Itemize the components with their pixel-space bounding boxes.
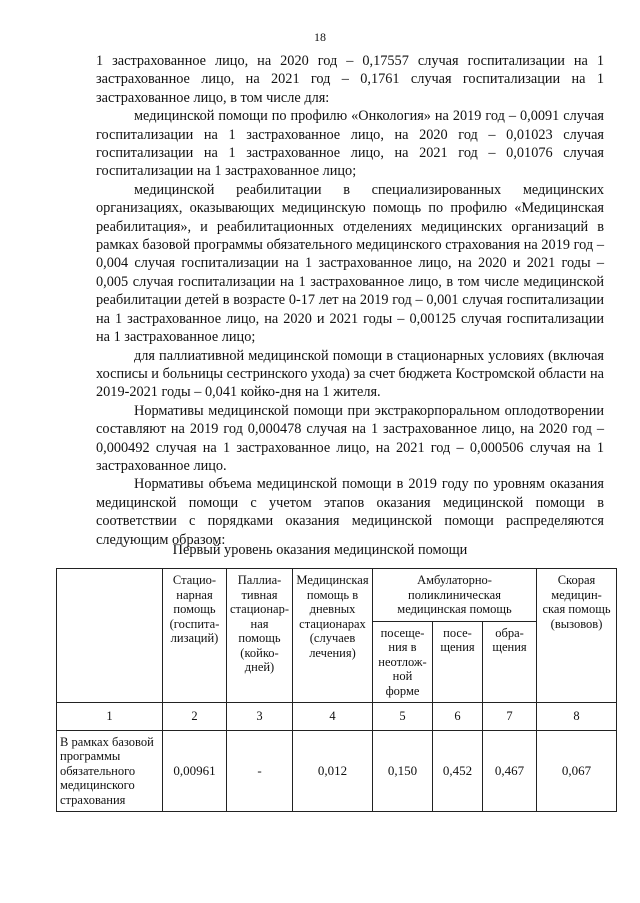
header-palliative: Паллиа-тивная стационар-ная помощь (койко-дней) (227, 569, 293, 703)
table-title: Первый уровень оказания медицинской помощи (172, 542, 468, 558)
paragraph-eco: Нормативы медицинской помощи при экстракорпоральном оплодотворении составляют на 2019 год 0,000478 случая на 1 застрахованное лицо, на 2020 год – 0,000492 случая на 1 застрахованное лицо, на 2021 год – 0,000506 случая на 1 застрахованное лицо. (96, 402, 604, 474)
header-ambulatory: Амбулаторно-поликлиническая медицинская помощь (373, 569, 537, 622)
table-row (57, 730, 617, 812)
value-ambulance: 0,067 (537, 730, 617, 812)
header-inpatient: Стацио-нарная помощь (госпита-лизаций) (163, 569, 227, 703)
value-inpatient: 0,00961 (163, 730, 227, 812)
column-number: 8 (537, 703, 617, 731)
header-day-hospital: Медицинская помощь в дневных стационарах (случаев лечения) (293, 569, 373, 703)
column-number: 2 (163, 703, 227, 731)
paragraph-1: 1 застрахованное лицо, на 2020 год – 0,17557 случая госпитализации на 1 застрахованное лицо, на 2021 год – 0,1761 случая госпитализации на 1 застрахованное лицо, в том числе для: (96, 53, 604, 106)
paragraph-levels: Нормативы объема медицинской помощи в 2019 году по уровням оказания медицинской помощи с учетом этапов оказания медицинской помощи в соответствии с порядками оказания медицинской помощи распределяются следующим образом: (96, 476, 604, 548)
paragraph-palliative: для паллиативной медицинской помощи в стационарных условиях (включая хосписы и больницы сестринского ухода) за счет бюджета Костромской области на 2019-2021 годы – 0,041 койко-дня на 1 жителя. (96, 347, 604, 401)
column-number: 4 (293, 703, 373, 731)
value-appeals: 0,467 (483, 730, 537, 812)
row-label: В рамках базовой программы обязательного медицинского страхования (57, 730, 163, 812)
levels-table (56, 568, 617, 812)
header-appeals: обра-щения (483, 621, 537, 703)
header-urgent-visits: посеще-ния в неотлож-ной форме (373, 621, 433, 703)
value-day-hospital: 0,012 (293, 730, 373, 812)
column-number-row (57, 703, 617, 731)
value-palliative: - (227, 730, 293, 812)
column-number: 7 (483, 703, 537, 731)
body-text (96, 52, 604, 549)
table-header-row (57, 569, 617, 622)
header-visits: посе-щения (433, 621, 483, 703)
header-ambulance: Скорая медицин-ская помощь (вызовов) (537, 569, 617, 703)
column-number: 1 (57, 703, 163, 731)
header-empty-cell (57, 569, 163, 703)
value-urgent-visits: 0,150 (373, 730, 433, 812)
paragraph-oncology: медицинской помощи по профилю «Онкология» на 2019 год – 0,0091 случая госпитализации на 1 застрахованное лицо, на 2020 год – 0,01023 случая госпитализации на 1 застрахованное лицо, на 2021 год – 0,01076 случая госпитализации на 1 застрахованное лицо; (96, 108, 604, 180)
column-number: 6 (433, 703, 483, 731)
value-visits: 0,452 (433, 730, 483, 812)
page-number: 18 (314, 30, 326, 44)
paragraph-rehabilitation: медицинской реабилитации в специализированных медицинских организациях, оказывающих медицинскую помощь по профилю «Медицинская реабилитация», и реабилитационных отделениях медицинских организаций в рамках базовой программы обязательного медицинского страхования на 2019 год – 0,004 случая госпитализации на 1 застрахованное лицо, на 2020 и 2021 годы – 0,005 случая госпитализации на 1 застрахованное лицо, в том числе медицинской реабилитации детей в возрасте 0-17 лет на 2019 год – 0,001 случая госпитализации на 1 застрахованное лицо, на 2020 и 2021 годы – 0,00125 случая госпитализации на 1 застрахованное лицо; (96, 181, 604, 346)
column-number: 3 (227, 703, 293, 731)
column-number: 5 (373, 703, 433, 731)
